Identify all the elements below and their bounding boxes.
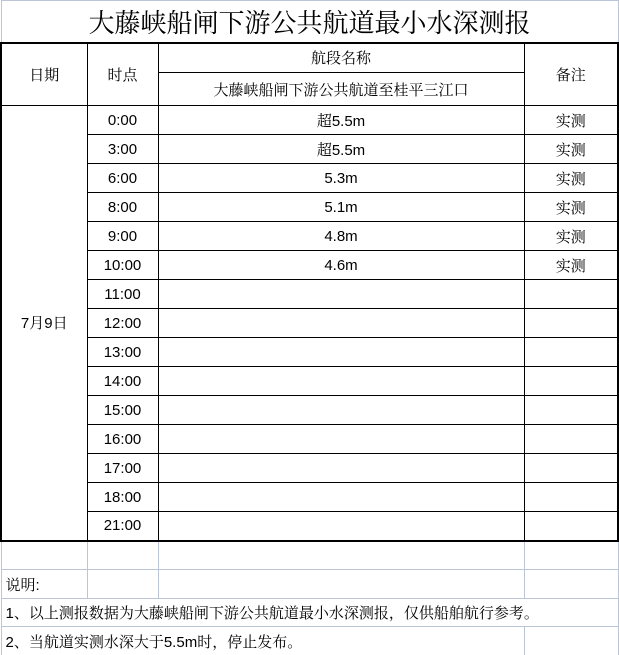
time-cell: 8:00 — [87, 193, 158, 222]
depth-cell: 超5.5m — [158, 135, 524, 164]
time-cell: 10:00 — [87, 251, 158, 280]
remark-cell — [524, 483, 618, 512]
depth-cell — [158, 309, 524, 338]
header-date: 日期 — [1, 43, 87, 106]
remark-cell: 实测 — [524, 222, 618, 251]
remark-cell — [524, 367, 618, 396]
notes-label: 说明: — [1, 570, 87, 599]
remark-cell — [524, 280, 618, 309]
depth-cell: 4.8m — [158, 222, 524, 251]
empty-cell — [87, 570, 158, 599]
time-cell: 9:00 — [87, 222, 158, 251]
header-route: 大藤峡船闸下游公共航道至桂平三江口 — [158, 73, 524, 106]
time-cell: 17:00 — [87, 454, 158, 483]
time-cell: 3:00 — [87, 135, 158, 164]
depth-cell — [158, 338, 524, 367]
depth-cell — [158, 396, 524, 425]
time-cell: 0:00 — [87, 106, 158, 135]
time-cell: 21:00 — [87, 512, 158, 541]
empty-cell — [1, 541, 87, 570]
time-cell: 14:00 — [87, 367, 158, 396]
remark-cell — [524, 309, 618, 338]
remark-cell: 实测 — [524, 135, 618, 164]
empty-cell — [87, 541, 158, 570]
time-cell: 15:00 — [87, 396, 158, 425]
date-cell: 7月9日 — [1, 106, 87, 541]
remark-cell — [524, 396, 618, 425]
remark-cell: 实测 — [524, 106, 618, 135]
header-time: 时点 — [87, 43, 158, 106]
depth-cell — [158, 367, 524, 396]
depth-cell: 超5.5m — [158, 106, 524, 135]
header-remark: 备注 — [524, 43, 618, 106]
data-rows — [1, 106, 618, 541]
header-segment: 航段名称 — [158, 43, 524, 73]
time-cell: 12:00 — [87, 309, 158, 338]
depth-cell: 5.1m — [158, 193, 524, 222]
depth-cell — [158, 483, 524, 512]
depth-cell: 5.3m — [158, 164, 524, 193]
depth-cell — [158, 425, 524, 454]
time-cell: 13:00 — [87, 338, 158, 367]
remark-cell — [524, 512, 618, 541]
depth-cell: 4.6m — [158, 251, 524, 280]
empty-cell — [524, 627, 618, 655]
remark-cell: 实测 — [524, 251, 618, 280]
remark-cell — [524, 338, 618, 367]
empty-cell — [158, 541, 524, 570]
remark-cell: 实测 — [524, 193, 618, 222]
note-line-1: 1、以上测报数据为大藤峡船闸下游公共航道最小水深测报，仅供船舶航行参考。 — [1, 599, 618, 627]
empty-cell — [524, 570, 618, 599]
depth-cell — [158, 512, 524, 541]
depth-cell — [158, 280, 524, 309]
depth-cell — [158, 454, 524, 483]
note-line-2: 2、当航道实测水深大于5.5m时，停止发布。 — [1, 627, 524, 655]
remark-cell: 实测 — [524, 164, 618, 193]
report-title: 大藤峡船闸下游公共航道最小水深测报 — [1, 1, 618, 43]
time-cell: 11:00 — [87, 280, 158, 309]
time-cell: 16:00 — [87, 425, 158, 454]
time-cell: 6:00 — [87, 164, 158, 193]
empty-cell — [158, 570, 524, 599]
remark-cell — [524, 425, 618, 454]
time-cell: 18:00 — [87, 483, 158, 512]
remark-cell — [524, 454, 618, 483]
empty-cell — [524, 541, 618, 570]
